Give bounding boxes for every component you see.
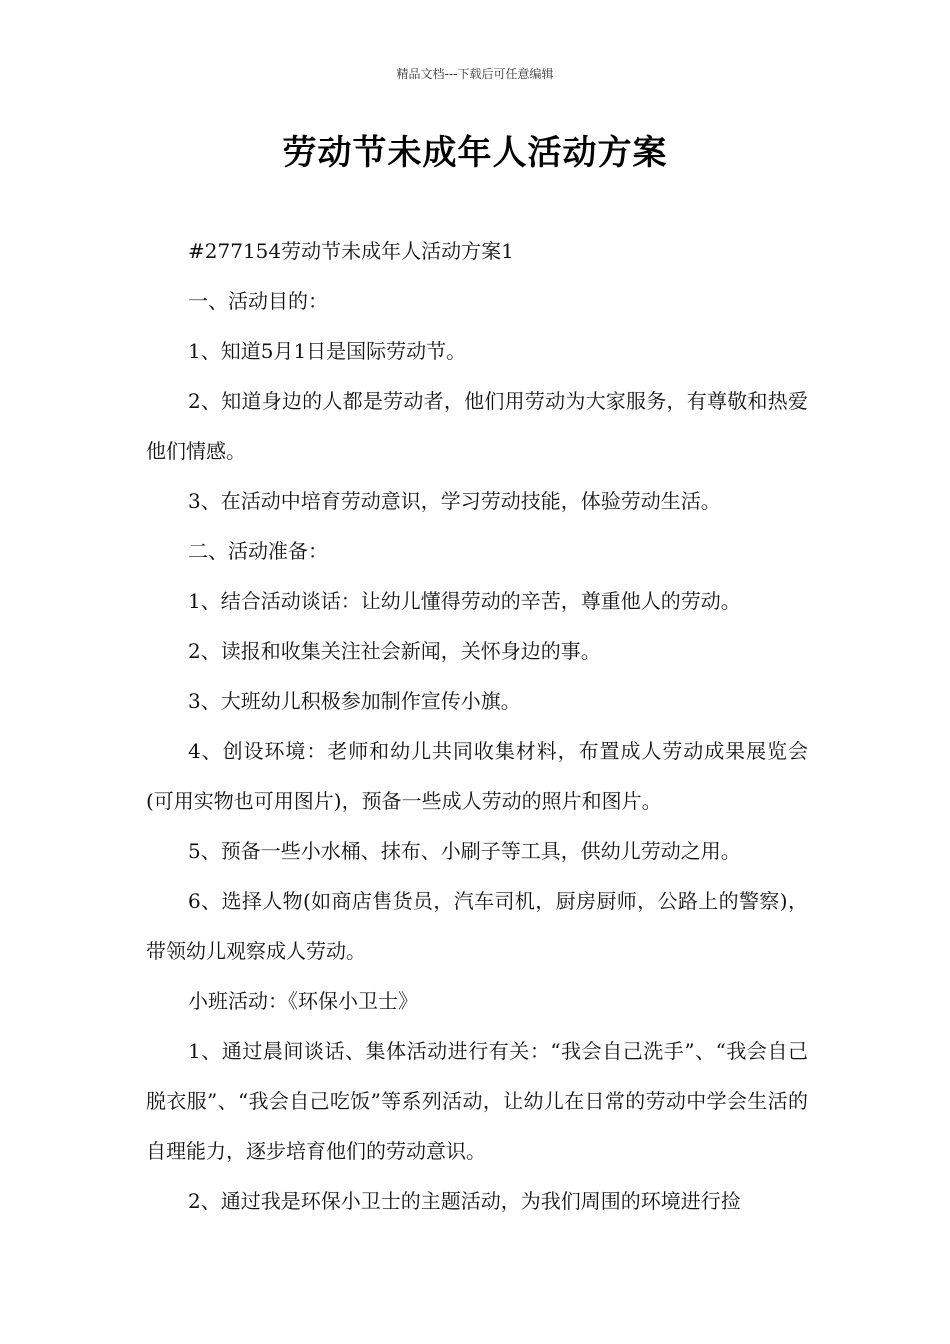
paragraph: 5、预备一些小水桶、抹布、小刷子等工具，供幼儿劳动之用。 <box>188 839 741 863</box>
paragraph-doc-id: #277154劳动节未成年人活动方案1 <box>188 239 514 263</box>
paragraph: 3、在活动中培育劳动意识，学习劳动技能，体验劳动生活。 <box>188 489 721 513</box>
paragraph: 2、通过我是环保小卫士的主题活动，为我们周围的环境进行捡 <box>188 1189 741 1213</box>
paragraph: 4、创设环境：老师和幼儿共同收集材料，布置成人劳动成果展览会(可用实物也可用图片)，预备一些成人劳动的照片和图片。 <box>146 739 808 813</box>
paragraph: 2、知道身边的人都是劳动者，他们用劳动为大家服务，有尊敬和热爱他们情感。 <box>146 389 808 463</box>
paragraph: 2、读报和收集关注社会新闻，关怀身边的事。 <box>188 639 601 663</box>
paragraph: 3、大班幼儿积极参加制作宣传小旗。 <box>188 689 521 713</box>
paragraph: 6、选择人物(如商店售货员，汽车司机，厨房厨师，公路上的警察)，带领幼儿观察成人劳动。 <box>146 889 808 963</box>
paragraph-subheading: 小班活动：《环保小卫士》 <box>188 989 418 1013</box>
document-body <box>146 226 808 1226</box>
paragraph: 1、结合活动谈话：让幼儿懂得劳动的辛苦，尊重他人的劳动。 <box>188 589 741 613</box>
paragraph: 1、通过晨间谈话、集体活动进行有关：“我会自己洗手”、“我会自己脱衣服”、“我会自己吃饭”等系列活动，让幼儿在日常的劳动中学会生活的自理能力，逐步培育他们的劳动意识。 <box>146 1039 808 1163</box>
document-title: 劳动节未成年人活动方案 <box>282 133 668 173</box>
paragraph-section-1-heading: 一、活动目的： <box>188 289 328 313</box>
paragraph-section-2-heading: 二、活动准备： <box>188 539 328 563</box>
paragraph: 1、知道5月1日是国际劳动节。 <box>188 339 467 363</box>
page-header: 精品文档---下载后可任意编辑 <box>396 67 554 81</box>
